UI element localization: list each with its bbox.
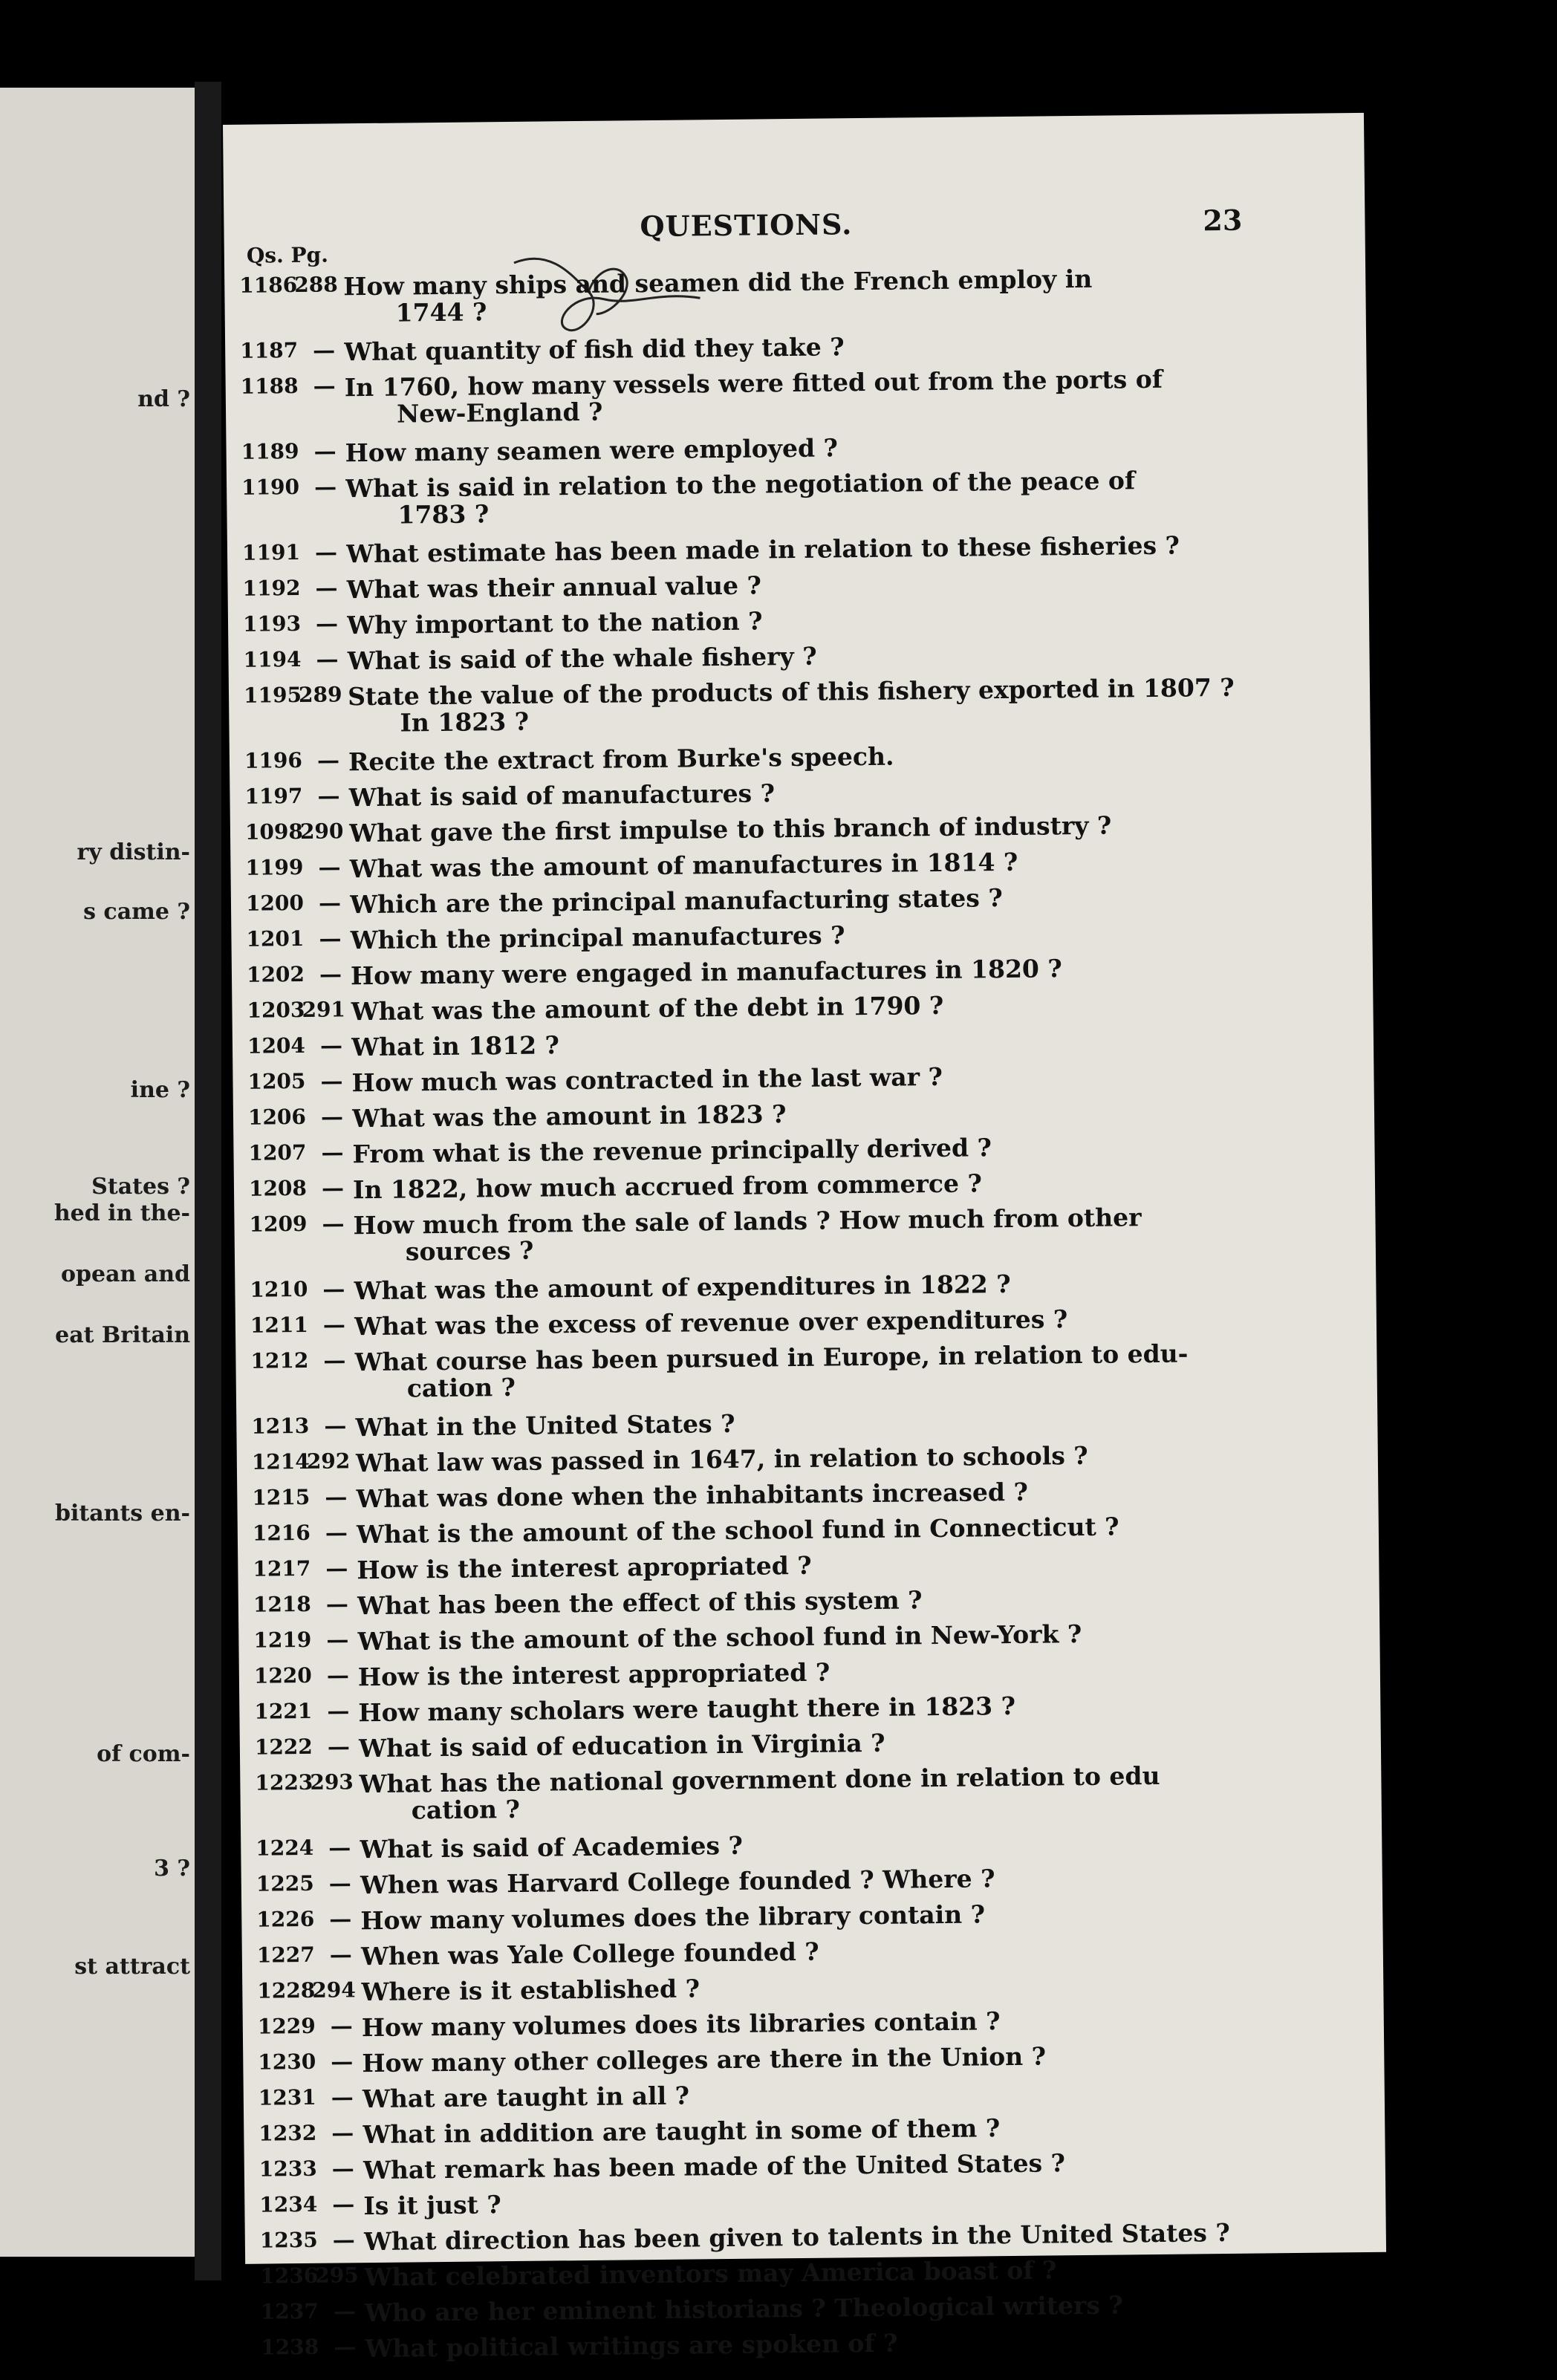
question-text: What was the amount of the debt in 1790 ? — [351, 990, 944, 1027]
question-page: 290 — [299, 819, 344, 844]
question-text: What direction has been given to talents in the United States ? — [363, 2217, 1230, 2257]
question-number: 1200 — [245, 890, 305, 916]
question-list — [224, 261, 1385, 2364]
question-page: — — [325, 1591, 349, 1618]
question-number: 1237 — [260, 2298, 319, 2324]
question-number: 1205 — [247, 1068, 306, 1094]
question-page: — — [329, 1942, 352, 1968]
question-page: — — [333, 2298, 357, 2325]
question-text: How many were engaged in manufactures in 1820 ? — [350, 954, 1062, 991]
question-number: 1234 — [259, 2191, 318, 2217]
question-page: — — [328, 1835, 351, 1862]
question-text: Recite the extract from Burke's speech. — [348, 741, 894, 777]
question-text: Why important to the nation ? — [346, 606, 763, 640]
question-page: — — [324, 1413, 347, 1440]
question-text: What is said of the whale fishery ? — [347, 641, 817, 676]
question-page: — — [327, 1734, 351, 1760]
question-text: How many other colleges are there in the Union ? — [362, 2041, 1047, 2078]
question-text: What estimate has been made in relation to these fisheries ? — [345, 530, 1180, 569]
question-number: 1214 — [251, 1449, 310, 1475]
left-page-fragment: 3 ? — [154, 1856, 190, 1882]
question-text: What gave the first impulse to this branch of industry ? — [348, 810, 1112, 848]
question-text: Who are her eminent historians ? Theological writers ? — [364, 2290, 1123, 2328]
question-text: How is the interest apropriated ? — [357, 1550, 812, 1585]
left-page-fragment: of com- — [97, 1741, 190, 1767]
question-page: — — [313, 337, 336, 364]
right-page — [223, 113, 1386, 2364]
question-text: What is the amount of the school fund in New-York ? — [357, 1619, 1082, 1656]
question-text: Is it just ? — [363, 2190, 501, 2221]
question-number: 1199 — [245, 854, 304, 880]
question-page: — — [316, 646, 339, 673]
question-number: 1218 — [253, 1591, 311, 1617]
question-text: What was the excess of revenue over expenditures ? — [354, 1304, 1068, 1342]
left-page-fragment: hed in the- — [53, 1200, 190, 1226]
question-number: 1229 — [257, 2013, 316, 2039]
question-page: — — [319, 1033, 343, 1059]
question-page: 295 — [315, 2263, 359, 2288]
question-page: — — [327, 1698, 350, 1725]
question-number: 1227 — [256, 1942, 315, 1968]
question-number: 1228 — [257, 1977, 316, 2003]
question-page: — — [322, 1312, 346, 1339]
question-number: 1196 — [244, 747, 303, 773]
question-number: 1193 — [242, 611, 302, 637]
question-page: — — [325, 1555, 348, 1582]
question-number: 1216 — [252, 1520, 311, 1546]
question-text: What has been the effect of this system ? — [357, 1585, 923, 1621]
question-number: 1192 — [242, 575, 301, 601]
question-page: — — [322, 1211, 345, 1238]
question-text: How much was contracted in the last war ? — [351, 1061, 943, 1098]
question-continuation: In 1823 ? — [400, 706, 530, 738]
question-number: 1195 — [243, 682, 302, 708]
left-page — [0, 88, 195, 2257]
question-text: What political writings are spoken of ? — [365, 2328, 898, 2364]
question-text: From what is the revenue principally derived ? — [352, 1133, 992, 1169]
page-title: QUESTIONS. — [640, 207, 853, 244]
question-number: 1235 — [259, 2227, 318, 2253]
question-page: — — [328, 1870, 351, 1897]
question-number: 1190 — [241, 474, 300, 500]
left-page-fragment: nd ? — [137, 386, 190, 412]
question-number: 1208 — [248, 1175, 308, 1201]
question-number: 1187 — [240, 337, 299, 363]
page-header — [224, 202, 1365, 251]
question-number: 1098 — [244, 819, 304, 845]
question-number: 1211 — [250, 1312, 309, 1338]
question-number: 1206 — [247, 1104, 307, 1130]
question-page: — — [322, 1276, 345, 1303]
question-page: — — [315, 575, 338, 602]
question-page: — — [323, 1347, 346, 1374]
question-page: — — [318, 890, 342, 917]
question-number: 1191 — [241, 539, 301, 565]
question-text: When was Harvard College founded ? Where ? — [360, 1864, 995, 1900]
left-page-fragment: ry distin- — [77, 839, 190, 865]
question-page: — — [315, 611, 339, 637]
question-page: — — [331, 2156, 355, 2182]
question-number: 1225 — [256, 1870, 314, 1896]
question-text: What was the amount in 1823 ? — [351, 1099, 787, 1134]
question-text: How much from the sale of lands ? How much from other — [353, 1203, 1142, 1241]
question-text: What was done when the inhabitants increased ? — [356, 1477, 1029, 1514]
question-number: 1210 — [250, 1276, 308, 1302]
question-text: How many volumes does its libraries contain ? — [361, 2006, 1001, 2043]
question-continuation: 1744 ? — [395, 297, 487, 328]
question-text: In 1760, how many vessels were fitted out from the ports of — [344, 364, 1163, 403]
question-number: 1224 — [256, 1835, 314, 1861]
question-page: — — [320, 1104, 344, 1131]
question-page: — — [321, 1175, 345, 1202]
question-text: What remark has been made of the United States ? — [363, 2148, 1066, 2185]
question-text: What is the amount of the school fund in Connecticut ? — [356, 1512, 1119, 1550]
question-text: How many ships and seamen did the French employ in — [343, 264, 1093, 302]
question-text: How many volumes does the library contain ? — [360, 1899, 986, 1936]
left-page-fragment: opean and — [61, 1261, 190, 1287]
question-page: — — [334, 2334, 357, 2361]
question-text: What is said in relation to the negotiation of the peace of — [345, 466, 1136, 504]
question-text: What in the United States ? — [355, 1408, 735, 1443]
question-page: — — [321, 1139, 344, 1166]
question-text: How many scholars were taught there in 1823 ? — [358, 1691, 1016, 1728]
question-page: 288 — [294, 272, 338, 298]
question-number: 1186 — [239, 272, 298, 298]
question-number: 1230 — [258, 2049, 316, 2075]
question-text: What are taught in all ? — [362, 2081, 690, 2114]
question-page: 294 — [312, 1977, 356, 2003]
question-page: — — [320, 1068, 343, 1095]
question-continuation: cation ? — [406, 1372, 516, 1403]
question-page: — — [326, 1662, 350, 1689]
question-page: — — [329, 1906, 352, 1933]
question-text: What was the amount of expenditures in 1822 ? — [354, 1269, 1011, 1306]
question-page: 292 — [306, 1449, 351, 1474]
question-number: 1219 — [253, 1627, 312, 1653]
question-number: 1202 — [246, 961, 305, 987]
question-number: 1188 — [240, 373, 299, 399]
question-page: — — [325, 1484, 348, 1511]
question-number: 1203 — [247, 997, 305, 1023]
question-page: — — [331, 2084, 354, 2111]
question-number: 1201 — [246, 926, 305, 952]
question-text: What was their annual value ? — [346, 570, 762, 605]
question-number: 1233 — [259, 2156, 317, 2182]
question-number: 1232 — [259, 2120, 317, 2146]
left-page-fragment: ine ? — [130, 1077, 190, 1103]
question-page: 291 — [302, 997, 346, 1022]
question-page: — — [331, 2049, 354, 2075]
question-page: — — [313, 438, 337, 465]
question-page: — — [318, 854, 341, 881]
book-gutter — [195, 82, 221, 2280]
question-text: In 1822, how much accrued from commerce ? — [352, 1168, 983, 1205]
question-page: — — [317, 783, 340, 810]
question-text: What course has been pursued in Europe, in relation to edu- — [354, 1339, 1189, 1377]
question-number: 1194 — [243, 646, 302, 672]
question-page: — — [319, 961, 342, 988]
left-page-fragment: bitants en- — [54, 1500, 190, 1526]
question-number: 1231 — [258, 2084, 316, 2110]
question-continuation: 1783 ? — [397, 499, 490, 530]
question-number: 1215 — [252, 1484, 311, 1510]
question-text: How is the interest appropriated ? — [357, 1657, 830, 1692]
question-number: 1209 — [249, 1211, 308, 1237]
question-page: 289 — [298, 682, 342, 707]
question-number: 1221 — [254, 1698, 313, 1724]
question-text: How many seamen were employed ? — [345, 433, 839, 468]
question-text: What in 1812 ? — [351, 1030, 560, 1062]
left-page-fragment: s came ? — [83, 899, 190, 925]
question-page: — — [325, 1520, 348, 1547]
question-text: Where is it established ? — [361, 1974, 701, 2007]
question-number: 1220 — [253, 1662, 312, 1688]
question-text: What is said of education in Virginia ? — [358, 1728, 885, 1763]
question-continuation: New-England ? — [396, 397, 603, 429]
question-continuation: sources ? — [405, 1235, 534, 1267]
question-page: — — [316, 747, 340, 774]
question-text: What in addition are taught in some of them ? — [363, 2113, 1001, 2150]
question-number: 1207 — [248, 1139, 307, 1165]
column-header: Qs. Pg. — [246, 242, 329, 268]
question-page: 293 — [310, 1769, 354, 1795]
question-number: 1189 — [241, 438, 299, 464]
question-text: What has the national government done in relation to edu — [359, 1760, 1160, 1799]
question-page: — — [313, 474, 337, 501]
question-number: 1238 — [261, 2334, 319, 2360]
question-number: 1223 — [255, 1769, 313, 1795]
question-page: — — [331, 2120, 354, 2147]
question-page: — — [319, 926, 342, 952]
question-text: What celebrated inventors may America boast of ? — [364, 2255, 1057, 2292]
question-text: What law was passed in 1647, in relation to schools ? — [355, 1440, 1088, 1478]
question-number: 1204 — [247, 1033, 306, 1059]
question-number: 1213 — [251, 1413, 310, 1439]
question-text: What is said of manufactures ? — [348, 778, 776, 813]
question-text: State the value of the products of this fishery exported in 1807 ? — [347, 672, 1235, 712]
question-page: — — [314, 539, 338, 566]
question-page: — — [332, 2227, 356, 2254]
question-page: — — [313, 373, 336, 400]
page-number: 23 — [1203, 203, 1243, 238]
left-page-fragment: States ? — [91, 1174, 190, 1200]
question-page: — — [326, 1627, 349, 1654]
question-page: — — [330, 2013, 353, 2040]
question-number: 1217 — [253, 1555, 311, 1581]
question-number: 1226 — [256, 1906, 315, 1932]
question-text: What was the amount of manufactures in 1814 ? — [349, 847, 1018, 884]
question-number: 1236 — [260, 2263, 319, 2289]
question-number: 1222 — [254, 1734, 313, 1760]
left-page-fragment: eat Britain — [55, 1322, 190, 1348]
question-number: 1212 — [250, 1347, 309, 1373]
question-number: 1197 — [244, 783, 303, 809]
left-page-fragment: st attract — [74, 1954, 190, 1980]
question-text: What quantity of fish did they take ? — [344, 332, 845, 367]
question-text: Which are the principal manufacturing states ? — [349, 883, 1003, 920]
question-text: Which the principal manufactures ? — [350, 920, 845, 955]
question-page: — — [332, 2191, 355, 2218]
question-text: When was Yale College founded ? — [360, 1937, 819, 1971]
question-continuation: cation ? — [411, 1794, 521, 1825]
question-text: What is said of Academies ? — [360, 1830, 744, 1864]
